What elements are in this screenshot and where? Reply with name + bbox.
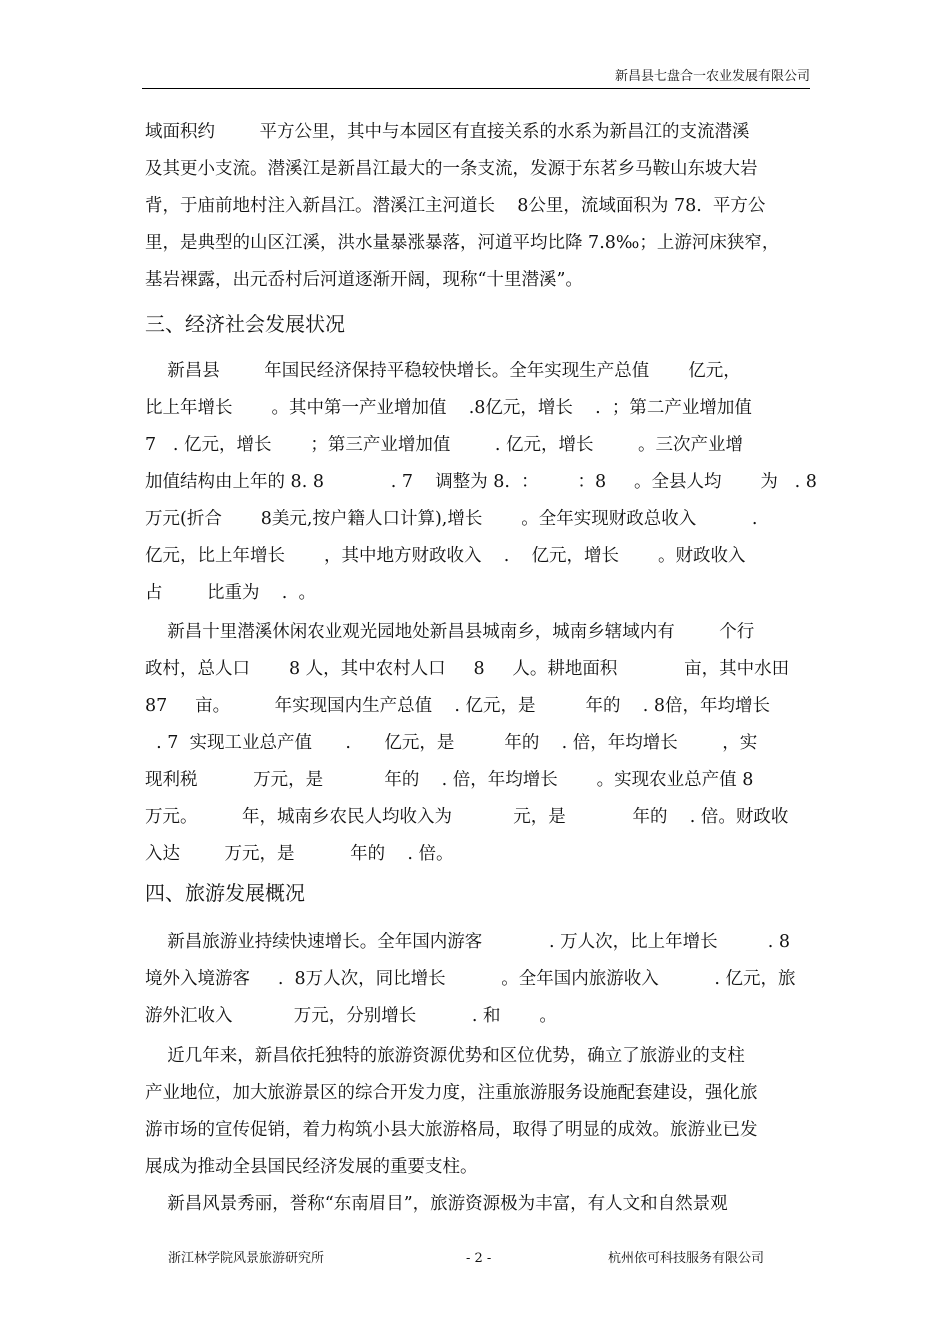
page-number: - 2 - <box>466 1251 492 1266</box>
text-line: 7 . 亿元，增长 ；第三产业增加值 . 亿元，增长 。三次产业增 <box>145 435 744 455</box>
text-line: 亿元，比上年增长 ，其中地方财政收入 . 亿元，增长 。财政收入 <box>145 546 746 566</box>
text-line: 近几年来，新昌依托独特的旅游资源优势和区位优势，确立了旅游业的支柱 <box>145 1046 745 1066</box>
text-line: 基岩裸露，出元岙村后河道逐渐开阔，现称“十里潜溪”。 <box>145 270 583 290</box>
text-line: 比上年增长 。其中第一产业增加值 .8亿元，增长 . ；第二产业增加值 <box>145 398 752 418</box>
text-line: 背，于庙前地村注入新昌江。潜溪江主河道长 8公里，流域面积为 78. 平方公 <box>145 196 766 216</box>
footer-institute: 浙江林学院风景旅游研究所 <box>168 1251 325 1266</box>
text-line: 产业地位，加大旅游景区的综合开发力度，注重旅游服务设施配套建设，强化旅 <box>145 1083 758 1103</box>
text-line: 展成为推动全县国民经济发展的重要支柱。 <box>145 1157 478 1177</box>
text-line: 里，是典型的山区江溪，洪水量暴涨暴落，河道平均比降 7.8‰；上游河床狭窄， <box>145 233 780 253</box>
text-line: 政村，总人口 8 人，其中农村人口 8 人。耕地面积 亩，其中水田 <box>145 659 790 679</box>
text-line: 现利税 万元，是 年的 . 倍，年均增长 。实现农业总产值 8 <box>145 770 754 790</box>
text-line: 占 比重为 . 。 <box>145 583 316 603</box>
text-line: 新昌县 年国民经济保持平稳较快增长。全年实现生产总值 亿元， <box>145 361 741 381</box>
text-line: 万元(折合 8美元,按户籍人口计算),增长 。全年实现财政总收入 . <box>145 509 758 529</box>
section-heading: 三、经济社会发展状况 <box>145 312 345 336</box>
page-header <box>142 66 810 89</box>
text-line: . 7 实现工业总产值 . 亿元，是 年的 . 倍，年均增长 ，实 <box>145 733 758 753</box>
text-line: 新昌旅游业持续快速增长。全年国内游客 . 万人次，比上年增长 . 8 <box>145 932 790 952</box>
text-line: 新昌十里潜溪休闲农业观光园地处新昌县城南乡，城南乡辖域内有 个行 <box>145 622 755 642</box>
text-line: 87 亩。 年实现国内生产总值 . 亿元，是 年的 . 8倍，年均增长 <box>145 696 771 716</box>
section-heading: 四、旅游发展概况 <box>145 881 305 905</box>
text-line: 游外汇收入 万元，分别增长 . 和 。 <box>145 1006 557 1026</box>
text-line: 入达 万元，是 年的 . 倍。 <box>145 844 454 864</box>
text-line: 域面积约 平方公里，其中与本园区有直接关系的水系为新昌江的支流潜溪 <box>145 122 750 142</box>
text-line: 及其更小支流。潜溪江是新昌江最大的一条支流，发源于东茗乡马鞍山东坡大岩 <box>145 159 758 179</box>
footer-company: 杭州依可科技服务有限公司 <box>608 1251 765 1266</box>
text-line: 游市场的宣传促销，着力构筑小县大旅游格局，取得了明显的成效。旅游业已发 <box>145 1120 758 1140</box>
header-company-name: 新昌县七盘合一农业发展有限公司 <box>614 69 810 84</box>
text-line: 境外入境游客 . 8万人次，同比增长 。全年国内旅游收入 . 亿元，旅 <box>145 969 796 989</box>
text-line: 新昌风景秀丽，誉称“东南眉目”，旅游资源极为丰富，有人文和自然景观 <box>145 1194 728 1214</box>
text-line: 加值结构由上年的 8. 8 . 7 调整为 8. ： ：8 。全县人均 为 . 8 <box>145 472 817 492</box>
text-line: 万元。 年，城南乡农民人均收入为 元，是 年的 . 倍。财政收 <box>145 807 789 827</box>
